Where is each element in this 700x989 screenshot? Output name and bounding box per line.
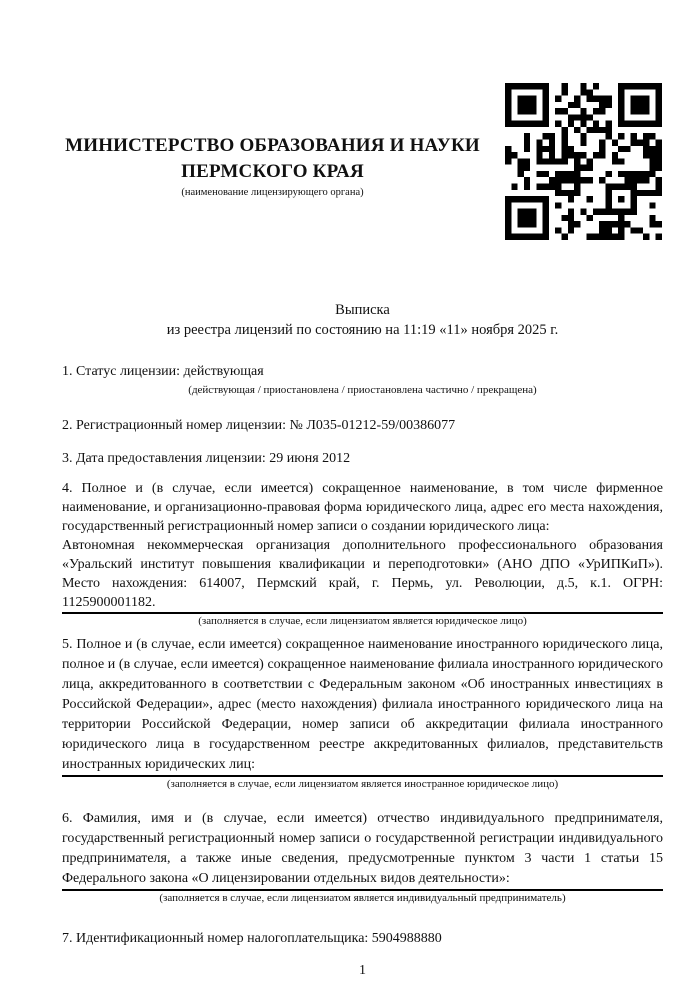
legal-entity-item-text: 4. Полное и (в случае, если имеется) сокращенное наименование, в том числе фирменное наименование, и организационно-правовая форма юридического лица, адрес его места нахождения, государственный регистрационный номер записи о создании юридического лица: [62, 481, 663, 534]
individual-entrepreneur-item-text: 6. Фамилия, имя и (в случае, если имеется) отчество индивидуального предпринимателя, государственный регистрационный номер записи о государственной регистрации индивидуального предпринимателя, а также иные сведения, предусмотренные пунктом 3 части 1 статьи 15 Федерального закона «О лицензировании отдельных видов деятельности»: [62, 811, 663, 886]
document-title [62, 300, 663, 340]
page-number: 1 [359, 963, 366, 978]
license-status-item: 1. Статус лицензии: действующая [62, 364, 264, 379]
authority-caption: (наименование лицензирующего органа) [181, 187, 364, 198]
grant-date-item: 3. Дата предоставления лицензии: 29 июня 2012 [62, 451, 351, 466]
foreign-entity-caption: (заполняется в случае, если лицензиатом является иностранное юридическое лицо) [166, 778, 559, 790]
individual-entrepreneur-caption: (заполняется в случае, если лицензиатом является индивидуальный предприниматель) [159, 892, 566, 904]
title-line: Выписка [335, 302, 390, 318]
authority-name-line1: МИНИСТЕРСТВО ОБРАЗОВАНИЯ И НАУКИ [65, 135, 480, 156]
legal-entity-caption: (заполняется в случае, если лицензиатом является юридическое лицо) [198, 615, 527, 627]
qr-code-graphic [505, 83, 662, 240]
foreign-entity-item-text: 5. Полное и (в случае, если имеется) сокращенное наименование иностранного юридического лица, полное и (в случае, если имеется) сокращенное наименование филиала иностранного юридического лица, аккредитованного в соответствии с Федеральным законом «Об иностранных инвестициях в Российской Федерации», адрес (место нахождения) филиала иностранного юридического лица на территории Российской Федерации, номер записи об аккредитации филиала иностранного юридического лица в государственном реестре аккредитованных филиалов, представительств иностранных юридических лиц: [62, 637, 663, 772]
title-date-line: из реестра лицензий по состоянию на 11:19 «11» ноября 2025 г. [166, 322, 559, 338]
authority-name-line2: ПЕРМСКОГО КРАЯ [181, 161, 364, 182]
taxpayer-number-item: 7. Идентификационный номер налогоплательщика: 5904988880 [62, 931, 442, 946]
legal-entity-item-value: Автономная некоммерческая организация дополнительного профессионального образования «Уральский институт повышения квалификации и переподготовки» (АНО ДПО «УрИПКиП»). Место нахождения: 614007, Пермский край, г. Пермь, ул. Революции, д.5, к.1. ОГРН: 1125900001182. [62, 538, 663, 610]
licensing-authority-header [62, 133, 483, 201]
license-status-options-caption: (действующая / приостановлена / приостановлена частично / прекращена) [188, 384, 537, 396]
qr-code [505, 83, 662, 240]
registration-number-item: 2. Регистрационный номер лицензии: № Л035-01212-59/00386077 [62, 418, 456, 433]
